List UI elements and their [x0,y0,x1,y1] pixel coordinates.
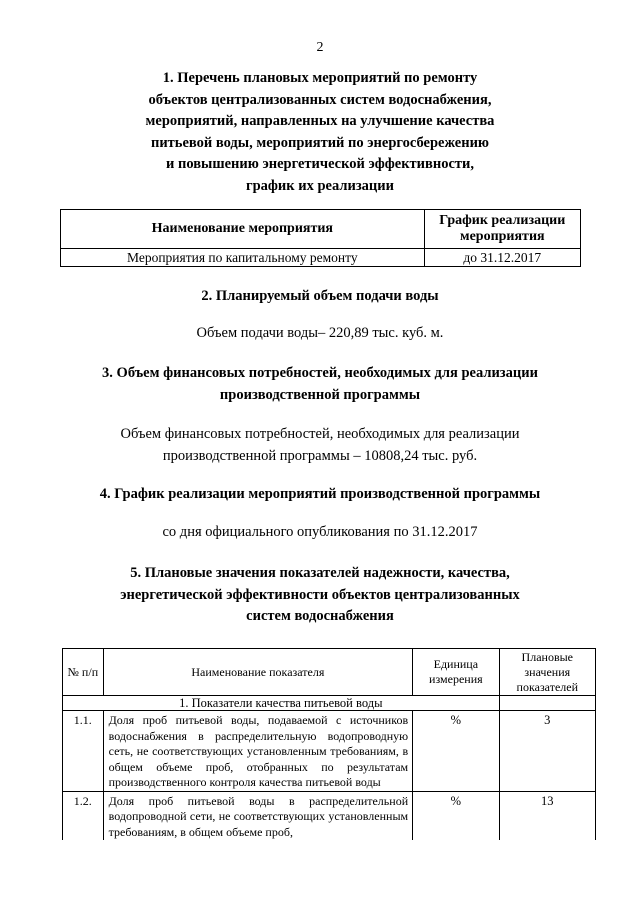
section-row-label: 1. Показатели качества питьевой воды [63,696,500,711]
section-2-title [60,286,580,308]
section-3-title-line: производственной программы [219,386,421,403]
section-2-text [0,322,640,344]
section-5-title-line: систем водоснабжения [246,608,394,624]
section-4-title [40,484,600,506]
section-1-title-line: 1. Перечень плановых мероприятий по ремонту [162,70,478,86]
section-3-title-line: 3. Объем финансовых потребностей, необходимых для реализации [102,365,538,381]
row-unit: % [413,791,499,840]
section-5-title-line: 5. Плановые значения показателей надежности, качества, [130,565,510,581]
section-1-title-line: график их реализации [245,177,394,194]
row-name: Доля проб питьевой воды в распределительной водопроводной сети, не соответствующих установленным требованиям, в общем объеме проб, [103,791,413,840]
activity-name-cell: Мероприятия по капитальному ремонту [61,249,425,267]
row-unit: % [413,711,499,792]
indicators-header-name: Наименование показателя [103,649,413,696]
row-value: 3 [499,711,595,792]
table-row [63,791,596,840]
table-section-row [63,696,596,711]
row-name: Доля проб питьевой воды, подаваемой с источников водоснабжения в распределительную водопроводную сеть, не соответствующих установленным требованиям, в общем объеме проб, отобранных по результатам производственного контроля качества питьевой воды [103,711,413,792]
section-4-text [0,521,640,543]
indicators-header-num: № п/п [63,649,104,696]
page-number: 2 [316,40,324,55]
table-row [61,249,581,267]
section-1-title [60,68,580,197]
section-1-title-line: питьевой воды, мероприятий по энергосбережению [150,134,490,151]
row-num: 1.2. [63,791,104,840]
row-value: 13 [499,791,595,840]
activities-header-schedule: График реализации мероприятия [424,210,580,249]
section-1-title-line: мероприятий, направленных на улучшение качества [145,113,495,129]
section-1-title-line: объектов централизованных систем водоснабжения, [148,91,492,108]
section-1-title-line: и повышению энергетической эффективности, [166,156,474,172]
section-2-title-text: 2. Планируемый объем подачи воды [201,288,439,304]
activities-table [60,209,581,267]
section-4-text-line: со дня официального опубликования по 31.12.2017 [162,524,478,540]
section-3-text-line: производственной программы – 10808,24 тыс. руб. [162,448,478,464]
indicators-header-value: Плановые значения показателей [499,649,595,696]
section-4-title-text: 4. График реализации мероприятий производственной программы [99,486,541,502]
section-row-empty [499,696,595,711]
indicators-header-unit: Единица измерения [413,649,499,696]
section-3-text-line: Объем финансовых потребностей, необходимых для реализации [120,426,520,442]
table-row [63,711,596,792]
row-num: 1.1. [63,711,104,792]
activities-header-name: Наименование мероприятия [61,210,425,249]
section-3-title [40,363,600,406]
section-2-text-line: Объем подачи воды– 220,89 тыс. куб. м. [196,325,444,341]
section-5-title [60,563,580,628]
activity-date-cell: до 31.12.2017 [424,249,580,267]
section-3-text [0,423,640,467]
indicators-table [62,648,596,840]
section-5-title-line: энергетической эффективности объектов централизованных [120,586,520,603]
